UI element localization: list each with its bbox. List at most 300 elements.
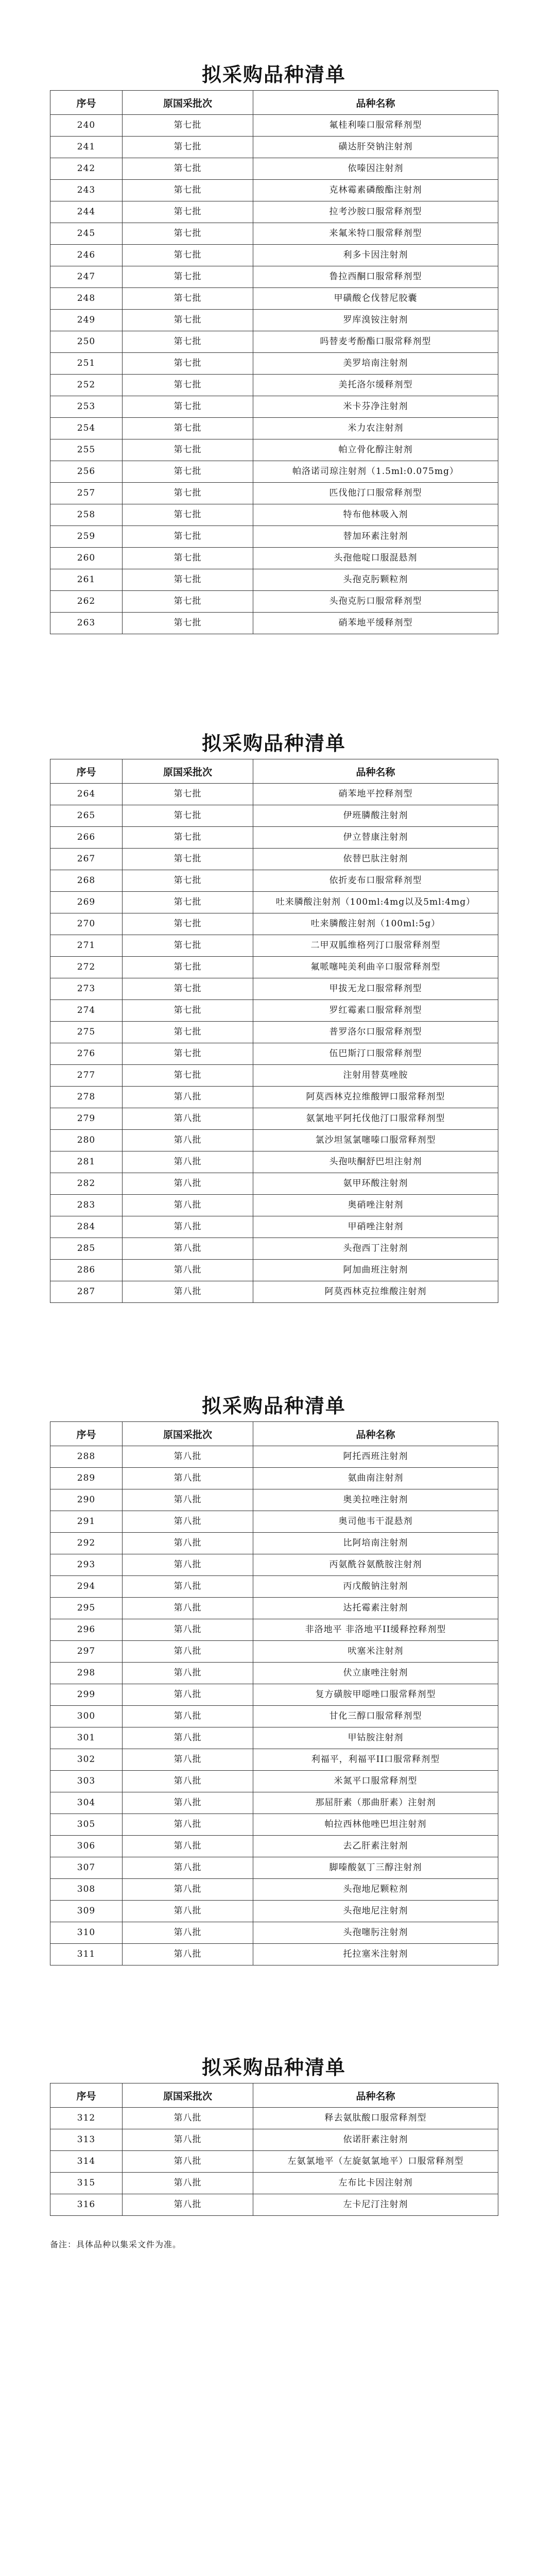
row-drug-name: 丙氨酰谷氨酰胺注射剂 xyxy=(253,1554,498,1576)
row-drug-name: 头孢地尼注射剂 xyxy=(253,1901,498,1922)
row-index: 254 xyxy=(50,418,123,439)
row-index: 243 xyxy=(50,180,123,201)
row-batch: 第七批 xyxy=(123,158,253,180)
table-row xyxy=(50,1641,498,1663)
row-drug-name: 头孢呋酮舒巴坦注射剂 xyxy=(253,1151,498,1173)
row-drug-name: 利福平，利福平II口服常释剂型 xyxy=(253,1749,498,1771)
row-index: 270 xyxy=(50,913,123,935)
row-batch: 第八批 xyxy=(123,1684,253,1706)
row-index: 264 xyxy=(50,784,123,805)
row-index: 266 xyxy=(50,827,123,849)
header-row xyxy=(50,2083,498,2108)
header-batch: 原国采批次 xyxy=(123,91,253,115)
row-drug-name: 氯沙坦氢氯噻嗪口服常释剂型 xyxy=(253,1130,498,1151)
row-batch: 第七批 xyxy=(123,137,253,158)
row-index: 300 xyxy=(50,1706,123,1727)
row-drug-name: 去乙肝素注射剂 xyxy=(253,1836,498,1857)
row-batch: 第八批 xyxy=(123,1792,253,1814)
row-batch: 第八批 xyxy=(123,1879,253,1901)
section-title: 拟采购品种清单 xyxy=(201,1394,346,1417)
row-drug-name: 伊立替康注射剂 xyxy=(253,827,498,849)
row-drug-name: 硝苯地平缓释剂型 xyxy=(253,613,498,634)
row-drug-name: 氨氯地平阿托伐他汀口服常释剂型 xyxy=(253,1108,498,1130)
row-index: 297 xyxy=(50,1641,123,1663)
row-batch: 第七批 xyxy=(123,1022,253,1043)
row-batch: 第八批 xyxy=(123,2108,253,2129)
row-drug-name: 帕立骨化醇注射剂 xyxy=(253,439,498,461)
table-row xyxy=(50,1727,498,1749)
row-batch: 第八批 xyxy=(123,1468,253,1489)
row-batch: 第七批 xyxy=(123,1065,253,1087)
row-drug-name: 氟哌噻吨美利曲辛口服常释剂型 xyxy=(253,957,498,978)
row-batch: 第八批 xyxy=(123,1533,253,1554)
row-index: 249 xyxy=(50,310,123,331)
header-row xyxy=(50,1422,498,1446)
header-batch: 原国采批次 xyxy=(123,2083,253,2108)
table-row xyxy=(50,331,498,353)
row-drug-name: 甲钴胺注射剂 xyxy=(253,1727,498,1749)
row-index: 240 xyxy=(50,115,123,137)
row-index: 269 xyxy=(50,892,123,913)
row-batch: 第八批 xyxy=(123,1814,253,1836)
row-drug-name: 那屈肝素（那曲肝素）注射剂 xyxy=(253,1792,498,1814)
row-drug-name: 释去氨肽酸口服常释剂型 xyxy=(253,2108,498,2129)
row-drug-name: 托拉塞米注射剂 xyxy=(253,1944,498,1965)
row-drug-name: 阿莫西林克拉维酸钾口服常释剂型 xyxy=(253,1087,498,1108)
row-drug-name: 罗库溴铵注射剂 xyxy=(253,310,498,331)
row-batch: 第八批 xyxy=(123,1922,253,1944)
row-batch: 第七批 xyxy=(123,827,253,849)
table-row xyxy=(50,1043,498,1065)
row-batch: 第七批 xyxy=(123,115,253,137)
row-batch: 第七批 xyxy=(123,180,253,201)
table-row xyxy=(50,1260,498,1281)
row-drug-name: 吠塞米注射剂 xyxy=(253,1641,498,1663)
row-drug-name: 鲁拉西酮口服常释剂型 xyxy=(253,266,498,288)
header-index: 序号 xyxy=(50,2083,123,2108)
row-drug-name: 帕拉西林他唑巴坦注射剂 xyxy=(253,1814,498,1836)
table-row xyxy=(50,1511,498,1533)
table-row xyxy=(50,913,498,935)
table-section-4 xyxy=(50,2052,498,2216)
row-drug-name: 阿莫西林克拉维酸注射剂 xyxy=(253,1281,498,1303)
row-batch: 第八批 xyxy=(123,2194,253,2216)
row-index: 289 xyxy=(50,1468,123,1489)
row-batch: 第七批 xyxy=(123,613,253,634)
table-row xyxy=(50,1281,498,1303)
row-drug-name: 帕洛诺司琼注射剂（1.5ml:0.075mg） xyxy=(253,461,498,483)
row-drug-name: 头孢他啶口服混悬剂 xyxy=(253,548,498,569)
row-index: 306 xyxy=(50,1836,123,1857)
row-drug-name: 氨曲南注射剂 xyxy=(253,1468,498,1489)
table-row xyxy=(50,223,498,245)
table-row xyxy=(50,1922,498,1944)
row-batch: 第八批 xyxy=(123,1489,253,1511)
row-index: 311 xyxy=(50,1944,123,1965)
row-batch: 第七批 xyxy=(123,483,253,504)
header-drug-name: 品种名称 xyxy=(253,759,498,784)
row-index: 257 xyxy=(50,483,123,504)
row-index: 296 xyxy=(50,1619,123,1641)
row-batch: 第七批 xyxy=(123,375,253,396)
row-drug-name: 头孢克肟口服常释剂型 xyxy=(253,591,498,613)
row-batch: 第七批 xyxy=(123,805,253,827)
row-batch: 第七批 xyxy=(123,1043,253,1065)
table-section-3 xyxy=(50,1391,498,1965)
row-batch: 第八批 xyxy=(123,1576,253,1598)
row-index: 282 xyxy=(50,1173,123,1195)
table-row xyxy=(50,1000,498,1022)
row-index: 241 xyxy=(50,137,123,158)
row-index: 313 xyxy=(50,2129,123,2151)
row-index: 252 xyxy=(50,375,123,396)
section-title: 拟采购品种清单 xyxy=(201,2056,346,2079)
row-batch: 第八批 xyxy=(123,1108,253,1130)
row-drug-name: 拉考沙胺口服常释剂型 xyxy=(253,201,498,223)
row-drug-name: 吐来膦酸注射剂（100ml:5g） xyxy=(253,913,498,935)
row-batch: 第八批 xyxy=(123,1087,253,1108)
row-drug-name: 比阿培南注射剂 xyxy=(253,1533,498,1554)
table-row xyxy=(50,957,498,978)
table-row xyxy=(50,870,498,892)
row-drug-name: 伏立康唑注射剂 xyxy=(253,1663,498,1684)
table-row xyxy=(50,1598,498,1619)
table-row xyxy=(50,1216,498,1238)
row-drug-name: 氟桂利嗪口服常释剂型 xyxy=(253,115,498,137)
row-drug-name: 奥美拉唑注射剂 xyxy=(253,1489,498,1511)
table-row xyxy=(50,1576,498,1598)
table-row xyxy=(50,115,498,137)
row-drug-name: 甲拔无龙口服常释剂型 xyxy=(253,978,498,1000)
table-row xyxy=(50,1173,498,1195)
table-row xyxy=(50,978,498,1000)
row-index: 302 xyxy=(50,1749,123,1771)
row-drug-name: 头孢克肟颗粒剂 xyxy=(253,569,498,591)
row-drug-name: 甲磺酸仑伐替尼胶囊 xyxy=(253,288,498,310)
section-title: 拟采购品种清单 xyxy=(201,63,346,86)
row-index: 281 xyxy=(50,1151,123,1173)
row-index: 246 xyxy=(50,245,123,266)
row-batch: 第七批 xyxy=(123,504,253,526)
row-drug-name: 磺达肝癸钠注射剂 xyxy=(253,137,498,158)
table-row xyxy=(50,548,498,569)
table-row xyxy=(50,1468,498,1489)
row-batch: 第八批 xyxy=(123,1771,253,1792)
table-row xyxy=(50,1108,498,1130)
row-drug-name: 特布他林吸入剂 xyxy=(253,504,498,526)
table-row xyxy=(50,1901,498,1922)
row-index: 287 xyxy=(50,1281,123,1303)
row-index: 303 xyxy=(50,1771,123,1792)
table-row xyxy=(50,137,498,158)
table-row xyxy=(50,1489,498,1511)
row-drug-name: 奥硝唑注射剂 xyxy=(253,1195,498,1216)
row-batch: 第八批 xyxy=(123,1641,253,1663)
row-drug-name: 丙戊酸钠注射剂 xyxy=(253,1576,498,1598)
row-batch: 第八批 xyxy=(123,1511,253,1533)
row-batch: 第七批 xyxy=(123,266,253,288)
table-row xyxy=(50,483,498,504)
row-drug-name: 阿加曲班注射剂 xyxy=(253,1260,498,1281)
row-drug-name: 依替巴肽注射剂 xyxy=(253,849,498,870)
row-drug-name: 脚嗪酸氨丁三醇注射剂 xyxy=(253,1857,498,1879)
row-batch: 第八批 xyxy=(123,1260,253,1281)
header-drug-name: 品种名称 xyxy=(253,1422,498,1446)
row-batch: 第七批 xyxy=(123,310,253,331)
row-drug-name: 氨甲环酸注射剂 xyxy=(253,1173,498,1195)
table-row xyxy=(50,1792,498,1814)
row-index: 260 xyxy=(50,548,123,569)
table-row xyxy=(50,1446,498,1468)
row-index: 298 xyxy=(50,1663,123,1684)
row-index: 278 xyxy=(50,1087,123,1108)
row-drug-name: 甘化三醇口服常释剂型 xyxy=(253,1706,498,1727)
table-row xyxy=(50,1857,498,1879)
row-drug-name: 左布比卡因注射剂 xyxy=(253,2173,498,2194)
row-index: 294 xyxy=(50,1576,123,1598)
row-index: 255 xyxy=(50,439,123,461)
table-row xyxy=(50,827,498,849)
table-row xyxy=(50,569,498,591)
header-index: 序号 xyxy=(50,91,123,115)
table-row xyxy=(50,158,498,180)
table-row xyxy=(50,1087,498,1108)
row-batch: 第八批 xyxy=(123,1663,253,1684)
row-batch: 第七批 xyxy=(123,331,253,353)
table-row xyxy=(50,1533,498,1554)
table-row xyxy=(50,1130,498,1151)
table-row xyxy=(50,245,498,266)
table-row xyxy=(50,892,498,913)
row-batch: 第八批 xyxy=(123,1727,253,1749)
header-row xyxy=(50,759,498,784)
row-drug-name: 左卡尼汀注射剂 xyxy=(253,2194,498,2216)
row-drug-name: 非洛地平 非洛地平II缓释控释剂型 xyxy=(253,1619,498,1641)
row-drug-name: 替加环素注射剂 xyxy=(253,526,498,548)
row-index: 314 xyxy=(50,2151,123,2173)
row-batch: 第八批 xyxy=(123,1130,253,1151)
table-row xyxy=(50,1944,498,1965)
row-batch: 第八批 xyxy=(123,1619,253,1641)
table-row xyxy=(50,935,498,957)
row-index: 286 xyxy=(50,1260,123,1281)
row-drug-name: 左氨氯地平（左旋氨氯地平）口服常释剂型 xyxy=(253,2151,498,2173)
row-index: 309 xyxy=(50,1901,123,1922)
row-batch: 第八批 xyxy=(123,1151,253,1173)
row-index: 258 xyxy=(50,504,123,526)
table-row xyxy=(50,784,498,805)
row-index: 305 xyxy=(50,1814,123,1836)
table-row xyxy=(50,1619,498,1641)
row-index: 301 xyxy=(50,1727,123,1749)
table-row xyxy=(50,1151,498,1173)
row-index: 280 xyxy=(50,1130,123,1151)
row-batch: 第七批 xyxy=(123,892,253,913)
header-drug-name: 品种名称 xyxy=(253,2083,498,2108)
row-drug-name: 米氮平口服常释剂型 xyxy=(253,1771,498,1792)
row-batch: 第七批 xyxy=(123,526,253,548)
row-drug-name: 依嗪因注射剂 xyxy=(253,158,498,180)
row-batch: 第七批 xyxy=(123,849,253,870)
table-row xyxy=(50,805,498,827)
table-row xyxy=(50,439,498,461)
row-index: 291 xyxy=(50,1511,123,1533)
table-row xyxy=(50,1663,498,1684)
row-drug-name: 头孢西丁注射剂 xyxy=(253,1238,498,1260)
row-index: 263 xyxy=(50,613,123,634)
table-row xyxy=(50,396,498,418)
row-drug-name: 美罗培南注射剂 xyxy=(253,353,498,375)
header-index: 序号 xyxy=(50,1422,123,1446)
table-row xyxy=(50,1195,498,1216)
row-drug-name: 依诺肝素注射剂 xyxy=(253,2129,498,2151)
row-index: 283 xyxy=(50,1195,123,1216)
row-index: 256 xyxy=(50,461,123,483)
row-drug-name: 吐来膦酸注射剂（100ml:4mg以及5ml:4mg） xyxy=(253,892,498,913)
row-drug-name: 硝苯地平控释剂型 xyxy=(253,784,498,805)
footnote: 备注：具体品种以集采文件为准。 xyxy=(50,2240,182,2249)
table-row xyxy=(50,2108,498,2129)
row-batch: 第七批 xyxy=(123,978,253,1000)
row-batch: 第八批 xyxy=(123,2151,253,2173)
table-row xyxy=(50,1814,498,1836)
row-batch: 第八批 xyxy=(123,1195,253,1216)
row-index: 245 xyxy=(50,223,123,245)
table-row xyxy=(50,2173,498,2194)
row-drug-name: 头孢地尼颗粒剂 xyxy=(253,1879,498,1901)
row-batch: 第七批 xyxy=(123,784,253,805)
table-row xyxy=(50,2129,498,2151)
table-row xyxy=(50,1684,498,1706)
row-index: 261 xyxy=(50,569,123,591)
row-drug-name: 注射用替莫唑胺 xyxy=(253,1065,498,1087)
row-batch: 第八批 xyxy=(123,2173,253,2194)
section-title: 拟采购品种清单 xyxy=(201,732,346,755)
row-drug-name: 普罗洛尔口服常释剂型 xyxy=(253,1022,498,1043)
row-drug-name: 吗替麦考酚酯口服常释剂型 xyxy=(253,331,498,353)
row-index: 244 xyxy=(50,201,123,223)
table-row xyxy=(50,504,498,526)
table-row xyxy=(50,1065,498,1087)
row-index: 274 xyxy=(50,1000,123,1022)
row-drug-name: 匹伐他汀口服常释剂型 xyxy=(253,483,498,504)
row-index: 299 xyxy=(50,1684,123,1706)
row-index: 247 xyxy=(50,266,123,288)
row-batch: 第七批 xyxy=(123,935,253,957)
header-index: 序号 xyxy=(50,759,123,784)
drug-table xyxy=(50,759,498,1303)
drug-table xyxy=(50,90,498,634)
row-batch: 第七批 xyxy=(123,245,253,266)
row-batch: 第八批 xyxy=(123,1216,253,1238)
row-batch: 第七批 xyxy=(123,201,253,223)
row-drug-name: 来氟米特口服常释剂型 xyxy=(253,223,498,245)
row-drug-name: 二甲双胍维格列汀口服常释剂型 xyxy=(253,935,498,957)
row-batch: 第七批 xyxy=(123,870,253,892)
row-batch: 第七批 xyxy=(123,439,253,461)
row-index: 250 xyxy=(50,331,123,353)
row-batch: 第七批 xyxy=(123,461,253,483)
row-index: 307 xyxy=(50,1857,123,1879)
row-batch: 第八批 xyxy=(123,1446,253,1468)
row-index: 262 xyxy=(50,591,123,613)
row-drug-name: 米力农注射剂 xyxy=(253,418,498,439)
row-drug-name: 克林霉素磷酸酯注射剂 xyxy=(253,180,498,201)
row-batch: 第七批 xyxy=(123,288,253,310)
row-batch: 第八批 xyxy=(123,1901,253,1922)
table-row xyxy=(50,201,498,223)
row-index: 279 xyxy=(50,1108,123,1130)
row-batch: 第八批 xyxy=(123,2129,253,2151)
table-section-1 xyxy=(50,59,498,634)
row-batch: 第七批 xyxy=(123,353,253,375)
row-batch: 第七批 xyxy=(123,913,253,935)
row-index: 277 xyxy=(50,1065,123,1087)
table-row xyxy=(50,2151,498,2173)
row-batch: 第八批 xyxy=(123,1857,253,1879)
table-row xyxy=(50,526,498,548)
row-drug-name: 依折麦布口服常释剂型 xyxy=(253,870,498,892)
row-index: 259 xyxy=(50,526,123,548)
row-batch: 第八批 xyxy=(123,1554,253,1576)
row-index: 275 xyxy=(50,1022,123,1043)
row-index: 268 xyxy=(50,870,123,892)
row-batch: 第八批 xyxy=(123,1836,253,1857)
table-row xyxy=(50,375,498,396)
table-row xyxy=(50,613,498,634)
row-batch: 第八批 xyxy=(123,1944,253,1965)
table-row xyxy=(50,353,498,375)
row-index: 292 xyxy=(50,1533,123,1554)
row-batch: 第八批 xyxy=(123,1281,253,1303)
row-drug-name: 头孢噻肟注射剂 xyxy=(253,1922,498,1944)
row-index: 285 xyxy=(50,1238,123,1260)
table-row xyxy=(50,461,498,483)
header-batch: 原国采批次 xyxy=(123,759,253,784)
row-index: 316 xyxy=(50,2194,123,2216)
table-row xyxy=(50,1706,498,1727)
row-batch: 第七批 xyxy=(123,548,253,569)
row-batch: 第七批 xyxy=(123,396,253,418)
row-index: 312 xyxy=(50,2108,123,2129)
row-drug-name: 复方磺胺甲噁唑口服常释剂型 xyxy=(253,1684,498,1706)
row-drug-name: 伍巴斯汀口服常释剂型 xyxy=(253,1043,498,1065)
table-row xyxy=(50,1879,498,1901)
row-index: 295 xyxy=(50,1598,123,1619)
row-index: 242 xyxy=(50,158,123,180)
row-drug-name: 美托洛尔缓释剂型 xyxy=(253,375,498,396)
table-row xyxy=(50,849,498,870)
drug-table xyxy=(50,2083,498,2216)
row-batch: 第八批 xyxy=(123,1598,253,1619)
row-index: 310 xyxy=(50,1922,123,1944)
table-row xyxy=(50,2194,498,2216)
table-row xyxy=(50,180,498,201)
row-index: 273 xyxy=(50,978,123,1000)
row-index: 267 xyxy=(50,849,123,870)
row-index: 272 xyxy=(50,957,123,978)
row-drug-name: 达托霉素注射剂 xyxy=(253,1598,498,1619)
table-row xyxy=(50,1749,498,1771)
header-drug-name: 品种名称 xyxy=(253,91,498,115)
table-row xyxy=(50,418,498,439)
header-row xyxy=(50,91,498,115)
header-batch: 原国采批次 xyxy=(123,1422,253,1446)
row-batch: 第七批 xyxy=(123,957,253,978)
table-row xyxy=(50,591,498,613)
row-batch: 第八批 xyxy=(123,1749,253,1771)
row-drug-name: 罗红霉素口服常释剂型 xyxy=(253,1000,498,1022)
